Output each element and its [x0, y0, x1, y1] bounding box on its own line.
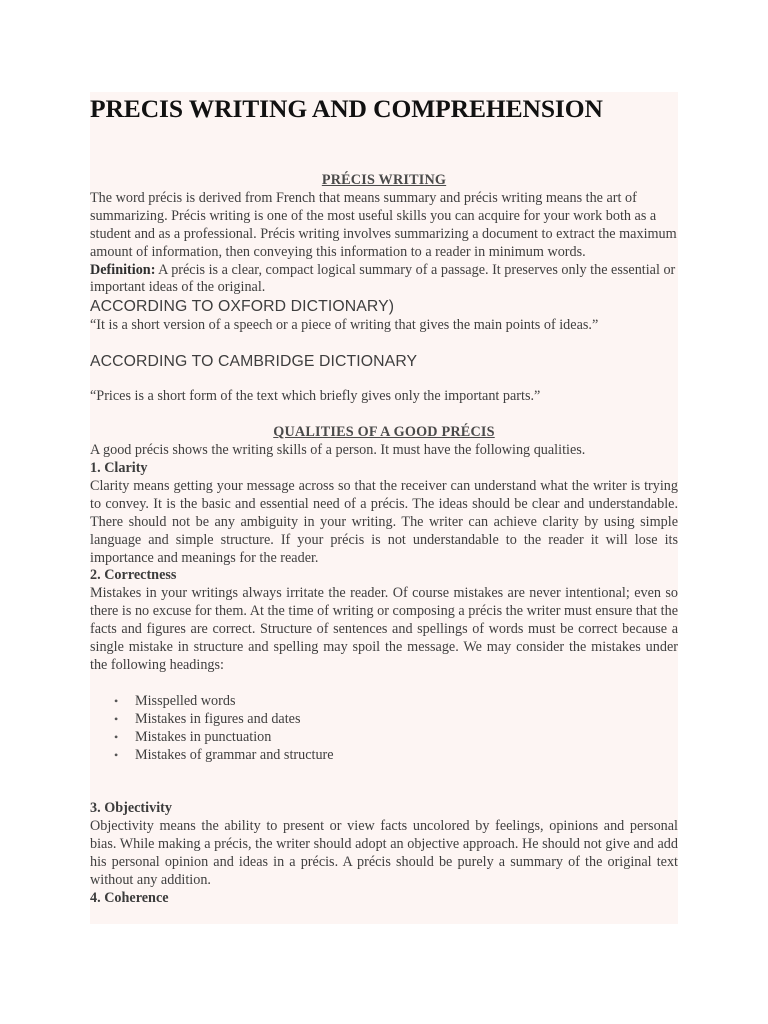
correctness-heading: 2. Correctness	[90, 567, 177, 584]
mistakes-list	[90, 693, 678, 765]
cambridge-quote: “Prices is a short form of the text which briefly gives only the important parts.”	[90, 388, 541, 405]
oxford-dictionary-heading: ACCORDING TO OXFORD DICTIONARY)	[90, 298, 395, 316]
section-heading-precis-writing: PRÉCIS WRITING	[321, 172, 447, 188]
list-item: • Misspelled words	[135, 693, 678, 711]
document-page	[90, 92, 678, 924]
list-item: • Mistakes of grammar and structure	[135, 747, 678, 765]
objectivity-paragraph: Objectivity means the ability to present or view facts uncolored by feelings, opinions and personal bias. While making a précis, the writer should adopt an objective approach. He should not give and add his personal opinion and ideas in a précis. A précis should be purely a summary of the original text without any addition.	[90, 818, 678, 889]
correctness-paragraph: Mistakes in your writings always irritate the reader. Of course mistakes are never intentional; even so there is no excuse for them. At the time of writing or composing a précis the writer must ensure that the facts and figures are correct. Structure of sentences and spellings of words must be correct because a single mistake in structure and spelling may spoil the message. We may consider the mistakes under the following headings:	[90, 585, 678, 673]
section-heading-qualities: QUALITIES OF A GOOD PRÉCIS	[273, 424, 495, 441]
objectivity-heading: 3. Objectivity	[90, 800, 172, 817]
list-item: • Mistakes in figures and dates	[135, 711, 678, 729]
clarity-heading: 1. Clarity	[90, 459, 148, 476]
definition-paragraph	[90, 262, 678, 298]
clarity-paragraph: Clarity means getting your message across so that the receiver can understand what the writer is trying to convey. It is the basic and essential need of a précis. The ideas should be clear and understandable. There should not be any ambiguity in your writing. The writer can achieve clarity by using simple language and simple structure. If your précis is not understandable to the reader it will lose its importance and meanings for the reader.	[90, 477, 678, 566]
coherence-heading: 4. Coherence	[90, 890, 169, 906]
oxford-quote: “It is a short version of a speech or a piece of writing that gives the main points of ideas.”	[90, 317, 599, 334]
document-title: PRECIS WRITING AND COMPREHENSION	[90, 94, 603, 123]
list-item: • Mistakes in punctuation	[135, 729, 678, 747]
definition-label: Definition:	[90, 261, 156, 278]
document-body	[90, 172, 678, 908]
definition-text: A précis is a clear, compact logical summary of a passage. It preserves only the essential or important ideas of the original.	[90, 261, 676, 296]
qualities-intro: A good précis shows the writing skills of a person. It must have the following qualities.	[90, 442, 586, 459]
precis-intro-paragraph: The word précis is derived from French that means summary and précis writing means the art of summarizing. Précis writing is one of the most useful skills you can acquire for your work both as a student and as a professional. Précis writing involves summarizing a document to extract the maximum amount of information, then conveying this information to a reader in minimum words.	[90, 189, 677, 260]
cambridge-dictionary-heading: ACCORDING TO CAMBRIDGE DICTIONARY	[90, 353, 418, 371]
